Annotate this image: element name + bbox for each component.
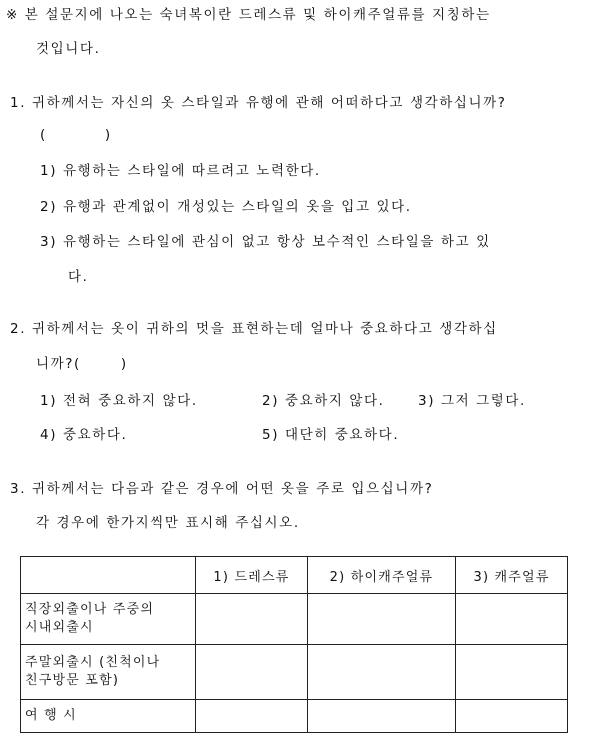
q2-option-2: 2) 중요하지 않다. [262,393,385,409]
q1-paren-open: ( [40,127,47,143]
q1-answer-blank[interactable] [40,126,112,144]
header-cell-high-casual: 2) 하이캐주얼류 [307,557,455,594]
table-row [21,594,568,645]
answer-cell-casual[interactable] [456,700,568,733]
q2-text-line-1: 2. 귀하께서는 옷이 귀하의 멋을 표현하는데 얼마나 중요하다고 생각하십 [10,321,498,337]
row-label-line-1: 직장외출이나 주중의 [25,602,155,617]
answer-cell-dress[interactable] [196,700,308,733]
q2-paren-close: ) [120,356,128,372]
q2-option-4: 4) 중요하다. [40,427,128,443]
row-label-line-1: 여 행 시 [25,708,77,723]
q1-option-1: 1) 유행하는 스타일에 따르려고 노력한다. [40,163,321,179]
intro-line-1: ※ 본 설문지에 나오는 숙녀복이란 드레스류 및 하이캐주얼류를 지칭하는 [6,7,491,23]
answer-cell-high-casual[interactable] [307,594,455,645]
q3-text: 3. 귀하께서는 다음과 같은 경우에 어떤 옷을 주로 입으십니까? [10,481,434,497]
q1-option-2: 2) 유행과 관계없이 개성있는 스타일의 옷을 입고 있다. [40,199,412,215]
q1-option-3: 3) 유행하는 스타일에 관심이 없고 항상 보수적인 스타일을 하고 있 [40,234,491,250]
row-label-line-1: 주말외출시 (친척이나 [25,655,161,670]
intro-line-2: 것입니다. [36,41,101,57]
q2-text-line-2-start: 니까?( [36,356,81,372]
q2-option-5: 5) 대단히 중요하다. [262,427,400,443]
q3-instruction: 각 경우에 한가지씩만 표시해 주십시오. [36,515,300,531]
header-cell-empty [21,557,196,594]
header-cell-casual: 3) 캐주얼류 [456,557,568,594]
q2-text-line-2 [36,355,128,373]
answer-cell-high-casual[interactable] [307,645,455,700]
answer-cell-dress[interactable] [196,645,308,700]
table-row [21,700,568,733]
q2-option-3: 3) 그저 그렇다. [418,393,526,409]
table-header-row [21,557,568,594]
answer-cell-high-casual[interactable] [307,700,455,733]
q2-option-1: 1) 전혀 중요하지 않다. [40,393,198,409]
table-row [21,645,568,700]
q3-response-table [20,556,568,733]
row-label-line-2: 시내외출시 [25,620,94,635]
q1-paren-close: ) [104,127,112,143]
row-label-travel [21,700,196,733]
row-label-weekend-outing [21,645,196,700]
row-label-line-2: 친구방문 포함) [25,673,120,688]
header-cell-dress: 1) 드레스류 [196,557,308,594]
answer-cell-casual[interactable] [456,645,568,700]
q1-text: 1. 귀하께서는 자신의 옷 스타일과 유행에 관해 어떠하다고 생각하십니까? [10,95,507,111]
row-label-weekday-outing [21,594,196,645]
q1-option-3-continued: 다. [68,269,89,285]
answer-cell-casual[interactable] [456,594,568,645]
answer-cell-dress[interactable] [196,594,308,645]
